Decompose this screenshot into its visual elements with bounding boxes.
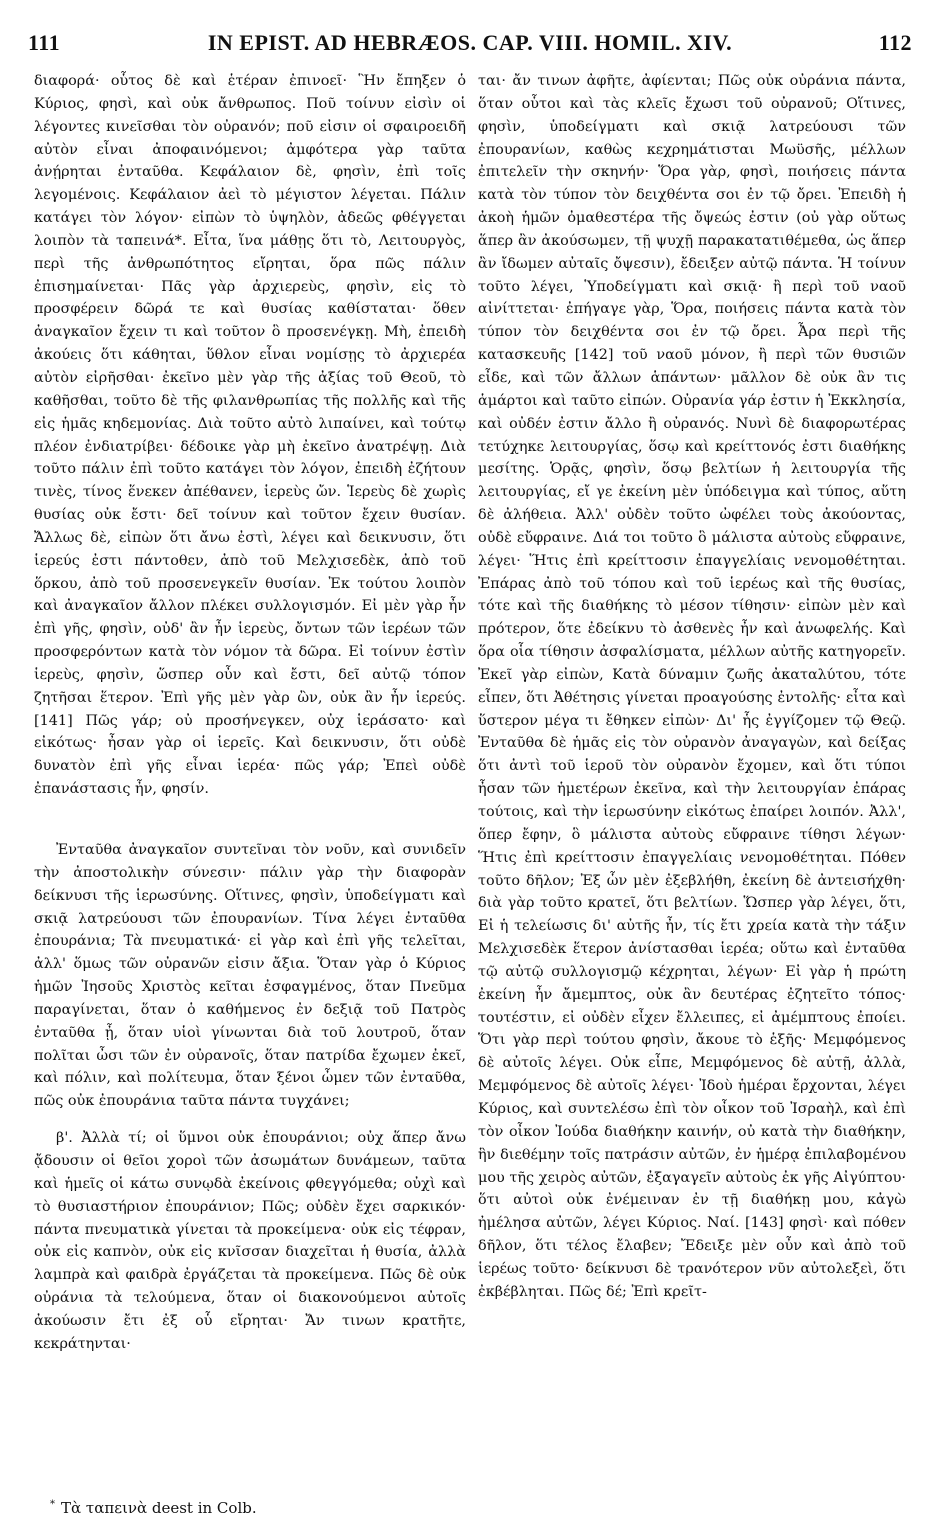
running-title: IN EPIST. AD HEBRÆOS. CAP. VIII. HOMIL. XIV. [207,30,733,55]
right-paragraph-1: ται· ἄν τινων ἀφῆτε, ἀφίενται; Πῶς οὐκ οὐράνια πάντα, ὅταν οὗτοι καὶ τὰς κλεῖς ἔχωσι τοῦ οὐρανοῦ; Οἵτινες, φησὶν, ὑποδείγματι καὶ σκιᾷ λατρεύουσι τῶν ἐπουρανίων, καθὼς κεχρημάτισται Μωϋσῆς, μέλλων ἐπιτελεῖν τὴν σκηνήν· Ὅρα γὰρ, φησὶ, ποιήσεις πάντα κατὰ τὸν τύπον τὸν δειχθέντα σοι ἐν τῷ ὄρει. Ἐπειδὴ ἡ ἀκοὴ ἡμῶν ὀμαθεστέρα τῆς ὄψεώς ἐστιν (οὐ γὰρ οὕτως ἅπερ ἂν ἀκούσωμεν, τῇ ψυχῇ παρακατατιθέμεθα, ὡς ἅπερ ἂν ἴδωμεν αὐταῖς ὄψεσιν), ἔδειξεν αὐτῷ πάντα. Ἡ τοίνυν τοῦτο λέγει, Ὑποδείγματι καὶ σκιᾷ· ἢ περὶ τοῦ ναοῦ αἰνίττεται· ἐπήγαγε γὰρ, Ὅρα, ποιήσεις πάντα κατὰ τὸν τύπον τὸν δειχθέντα σοι ἐν τῷ ὄρει. Ἆρα περὶ τῆς κατασκευῆς [142] τοῦ ναοῦ μόνον, ἢ περὶ τῶν θυσιῶν εἶδε, καὶ τῶν ἄλλων ἁπάντων· μᾶλλον δὲ οὐκ ἂν τις ἁμάρτοι καὶ ταῦτο εἰπών. Οὐρανία γάρ ἐστιν ἡ Ἐκκλησία, καὶ οὐδέν ἐστιν ἄλλο ἢ οὐρανός. Νυνὶ δὲ διαφορωτέρας τετύχηκε λειτουργίας, ὅσῳ καὶ κρείττονός ἐστι διαθήκης μεσίτης. Ὁρᾷς, φησὶν, ὅσῳ βελτίων ἡ λειτουργία τῆς λειτουργίας, εἴ γε ἐκείνη μὲν ὑπόδειγμα καὶ τύπος, αὕτη δὲ ἀλήθεια. Ἀλλ' οὐδὲν τοῦτο ὠφέλει τοὺς ἀκούοντας, οὐδὲ εὔφραινε. Διά τοι τοῦτο ὃ μάλιστα αὐτοὺς εὔφραινε, λέγει· Ἥτις ἐπὶ κρείττοσιν ἐπαγγελίαις νενομοθέτηται. Ἐπάρας ἀπὸ τοῦ τόπου καὶ τοῦ ἱερέως καὶ τῆς θυσίας, τότε καὶ τῆς διαθήκης τὸ μέσον τίθησιν· εἰπὼν μὲν καὶ πρότερον, ὅτε ἐδείκνυ τὸ ἀσθενὲς ἦν καὶ ἀνωφελής. Καὶ ὅρα οἷα τίθησιν ἀσφαλίσματα, μέλλων αὐτῆς κατηγορεῖν. Ἐκεῖ γὰρ εἰπὼν, Κατὰ δύναμιν ζωῆς ἀκαταλύτου, τότε εἶπεν, ὅτι Ἀθέτησις γίνεται προαγούσης ἐντολῆς· εἶτα καὶ ὕστερον μέγα τι ἔθηκεν εἰπὼν· Δι' ἧς ἐγγίζομεν τῷ Θεῷ. Ἐνταῦθα δὲ ἡμᾶς εἰς τὸν οὐρανὸν ἀναγαγὼν, καὶ δείξας ὅτι ἀντὶ τοῦ ἱεροῦ τὸν οὐρανὸν ἔχομεν, καὶ ὅτι τύποι ἦσαν τῶν ἡμετέρων ἐκεῖνα, καὶ τὴν λειτουργίαν ἐπάρας τούτοις, καὶ τὴν ἱερωσύνην εἰκότως ἐπαίρει λοιπόν. Ἀλλ', ὅπερ ἔφην, ὃ μάλιστα αὐτοὺς εὔφραινε τίθησι λέγων· Ἥτις ἐπὶ κρείττοσιν ἐπαγγελίαις νενομοθέτηται. Πόθεν τοῦτο δῆλον; Ἐξ ὧν μὲν ἐξεβλήθη, ἐκείνη δὲ ἀντεισήχθη· διὰ γὰρ τοῦτο κρατεῖ, ὅτι βελτίων. Ὥσπερ γὰρ λέγει, ὅτι, Εἰ ἡ τελείωσις δι' αὐτῆς ἦν, τίς ἔτι χρεία κατὰ τὴν τάξιν Μελχισεδὲκ ἕτερον ἀνίστασθαι ἱερέα; οὕτω καὶ ἐνταῦθα τῷ αὐτῷ συλλογισμῷ κέχρηται, λέγων· Εἰ γὰρ ἡ πρώτη ἐκείνη ἦν ἄμεμπτος, οὐκ ἂν δευτέρας ἐζητεῖτο τόπος· τουτέστιν, εἰ οὐδὲν εἶχεν ἔλλειπες, εἰ ἀμέμπτους ἐποίει. Ὅτι γὰρ περὶ τούτου φησὶν, ἄκουε τὸ ἑξῆς· Μεμφόμενος δὲ αὐτοῖς λέγει. Οὐκ εἶπε, Μεμφόμενος δὲ αὐτῇ, ἀλλὰ, Μεμφόμενος δὲ αὐτοῖς λέγει· Ἰδοὺ ἡμέραι ἔρχονται, λέγει Κύριος, καὶ συντελέσω ἐπὶ τὸν οἶκον τοῦ Ἰσραὴλ, καὶ ἐπὶ τὸν οἶκον Ἰούδα διαθήκην καινήν, οὐ κατὰ τὴν διαθήκην, ἣν διεθέμην τοῖς πατράσιν αὐτῶν, ἐν ἡμέρᾳ ἐπιλαβομένου μου τῆς χειρὸς αὐτῶν, ἐξαγαγεῖν αὐτοὺς ἐκ γῆς Αἰγύπτου· ὅτι αὐτοὶ οὐκ ἐνέμειναν ἐν τῇ διαθήκῃ μου, κἀγὼ ἠμέλησα αὐτῶν, λέγει Κύριος. Ναί. [143] φησὶ· καὶ πόθεν δῆλον, ὅτι τέλος ἔλαβεν; Ἔδειξε μὲν οὖν καὶ ἀπὸ τοῦ ἱερέως τοῦτο· δείκνυσι δὲ τρανότερον νῦν αὐτολεξεὶ, ὅτι ἐκβέβληται. Πῶς δέ; Ἐπὶ κρεῖτ- [478,73,906,1300]
left-paragraph-1: διαφορά· οὗτος δὲ καὶ ἑτέραν ἐπινοεῖ· Ἣν ἔπηξεν ὁ Κύριος, φησὶ, καὶ οὐκ ἄνθρωπος. Ποῦ τοίνυν εἰσὶν οἱ λέγοντες κινεῖσθαι τὸν οὐρανόν; ποῦ εἰσιν οἱ σφαιροειδῆ αὐτὸν εἶναι ἀποφαινόμενοι; ἀμφότερα γὰρ ταῦτα ἀνῄρηται ἐνταῦθα. Κεφάλαιον δὲ, φησὶν, ἐπὶ τοῖς λεγομένοις. Κεφάλαιον ἀεὶ τὸ μέγιστον λέγεται. Πάλιν κατάγει τὸν λόγον· εἰπὼν τὸ ὑψηλὸν, ἀδεῶς φθέγγεται λοιπὸν τὰ ταπεινά*. Εἶτα, ἵνα μάθῃς ὅτι τὸ, Λειτουργὸς, περὶ τῆς ἀνθρωπότητος εἴρηται, ὅρα πῶς πάλιν ἐπισημαίνεται· Πᾶς γὰρ ἀρχιερεὺς, φησὶν, εἰς τὸ προσφέρειν δῶρά τε καὶ θυσίας καθίσταται· ὅθεν ἀναγκαῖον ἔχειν τι καὶ τοῦτον ὃ προσενέγκῃ. Μὴ, ἐπειδὴ ἀκούεις ὅτι κάθηται, ὕθλον εἶναι νομίσῃς τὸ ἀρχιερέα αὐτὸν εἰρῆσθαι· ἐκεῖνο μὲν γὰρ τῆς ἀξίας τοῦ Θεοῦ, τὸ καθῆσθαι, τοῦτο δὲ τῆς φιλανθρωπίας τῆς πολλῆς καὶ τῆς εἰς ἡμᾶς κηδεμονίας. Διὰ τοῦτο αὐτὸ λιπαίνει, καὶ τούτῳ πλέον ἐνδιατρίβει· δέδοικε γὰρ μὴ ἐκεῖνο ἀνατρέψῃ. Διὰ τοῦτο πάλιν ἐπὶ τοῦτο κατάγει τὸν λόγον, ἐπειδὴ ἐζήτουν τινὲς, τίνος ἕνεκεν ἀπέθανεν, ἱερεὺς ὤν. Ἱερεὺς δὲ χωρὶς θυσίας οὐκ ἔστι· δεῖ τοίνυν καὶ τοῦτον ἔχειν θυσίαν. Ἄλλως δὲ, εἰπὼν ὅτι ἄνω ἐστὶ, λέγει καὶ δεικνυσιν, ὅτι ἱερεύς ἐστι πάντοθεν, ἀπὸ τοῦ Μελχισεδὲκ, ἀπὸ τοῦ ὅρκου, ἀπὸ τοῦ προσενεγκεῖν θυσίαν. Ἐκ τούτου λοιπὸν καὶ ἀναγκαῖον ἄλλον πλέκει συλλογισμόν. Εἰ μὲν γὰρ ἦν ἐπὶ γῆς, φησὶν, οὐδ' ἂν ἦν ἱερεὺς, ὄντων τῶν ἱερέων τῶν προσφερόντων κατὰ τὸν νόμον τὰ δῶρα. Εἰ τοίνυν ἐστὶν ἱερεὺς, φησὶν, ὥσπερ οὖν καὶ ἔστι, δεῖ αὐτῷ τόπον ζητῆσαι ἕτερον. Ἐπὶ γῆς μὲν γὰρ ὢν, οὐκ ἂν ἦν ἱερεύς. [141] Πῶς γάρ; οὐ προσήνεγκεν, οὐχ ἱεράσατο· καὶ εἰκότως· ἦσαν γὰρ οἱ ἱερεῖς. Καὶ δεικνυσιν, ὅτι οὐδὲ δυνατὸν ἐπὶ γῆς εἶναι ἱερέα· πῶς γάρ; Ἐπεὶ οὐδὲ ἐπανάστασις ἦν, φησίν. [34,73,466,798]
footnote-marker: * [50,1499,55,1510]
left-column [34,70,466,1356]
left-paragraph-2: Ἐνταῦθα ἀναγκαῖον συντεῖναι τὸν νοῦν, καὶ συνιδεῖν τὴν ἀποστολικὴν σύνεσιν· πάλιν γὰρ τὴν διαφορὰν δείκνυσι τῆς ἱερωσύνης. Οἵτινες, φησὶν, ὑποδείγματι καὶ σκιᾷ λατρεύουσι τῶν ἐπουρανίων. Τίνα λέγει ἐνταῦθα ἐπουράνια; Τὰ πνευματικά· εἰ γὰρ καὶ ἐπὶ γῆς τελεῖται, ἀλλ' ὅμως τῶν οὐρανῶν εἰσιν ἄξια. Ὅταν γὰρ ὁ Κύριος ἡμῶν Ἰησοῦς Χριστὸς κεῖται ἐσφαγμένος, ὅταν Πνεῦμα παραγίνεται, ὅταν ὁ καθήμενος ἐν δεξιᾷ τοῦ Πατρὸς ἐνταῦθα ᾖ, ὅταν υἱοὶ γίνωνται διὰ τοῦ λουτροῦ, ὅταν πολῖται ὦσι τῶν ἐν οὐρανοῖς, ὅταν πατρίδα ἔχωμεν ἐκεῖ, καὶ πόλιν, καὶ πολίτευμα, ὅταν ξένοι ὦμεν τῶν ἐνταῦθα, πῶς οὐκ ἐπουράνια ταῦτα πάντα τυγχάνει; [34,842,466,1110]
footnote-text: Τὰ ταπεινὰ deest in Colb. [61,1499,257,1517]
running-header [28,30,912,60]
page-number-left: 111 [28,30,61,55]
footnote [50,1499,257,1517]
right-column [478,70,906,1304]
left-paragraph-3: β'. Ἀλλὰ τί; οἱ ὕμνοι οὐκ ἐπουράνιοι; οὐχ ἅπερ ἄνω ᾄδουσιν οἱ θεῖοι χοροὶ τῶν ἀσωμάτων δυνάμεων, ταῦτα καὶ ἡμεῖς οἱ κάτω συνῳδὰ ἐκείνοις φθεγγόμεθα; οὐχὶ καὶ τὸ θυσιαστήριον ἐπουράνιον; Πῶς; οὐδὲν ἔχει σαρκικόν· πάντα πνευματικὰ γίνεται τὰ προκείμενα· οὐκ εἰς τέφραν, οὐκ εἰς καπνὸν, οὐκ εἰς κνῖσσαν διαχεῖται ἡ θυσία, ἀλλὰ λαμπρὰ καὶ φαιδρὰ ἐργάζεται τὰ προκείμενα. Πῶς δὲ οὐκ οὐράνια τὰ τελούμενα, ὅταν οἱ διακονούμενοι αὐτοῖς ἀκούωσιν ἔτι ἐξ οὗ εἴρηται· Ἄν τινων κρατῆτε, κεκράτηνται· [34,1130,466,1352]
page-number-right: 112 [878,30,912,55]
